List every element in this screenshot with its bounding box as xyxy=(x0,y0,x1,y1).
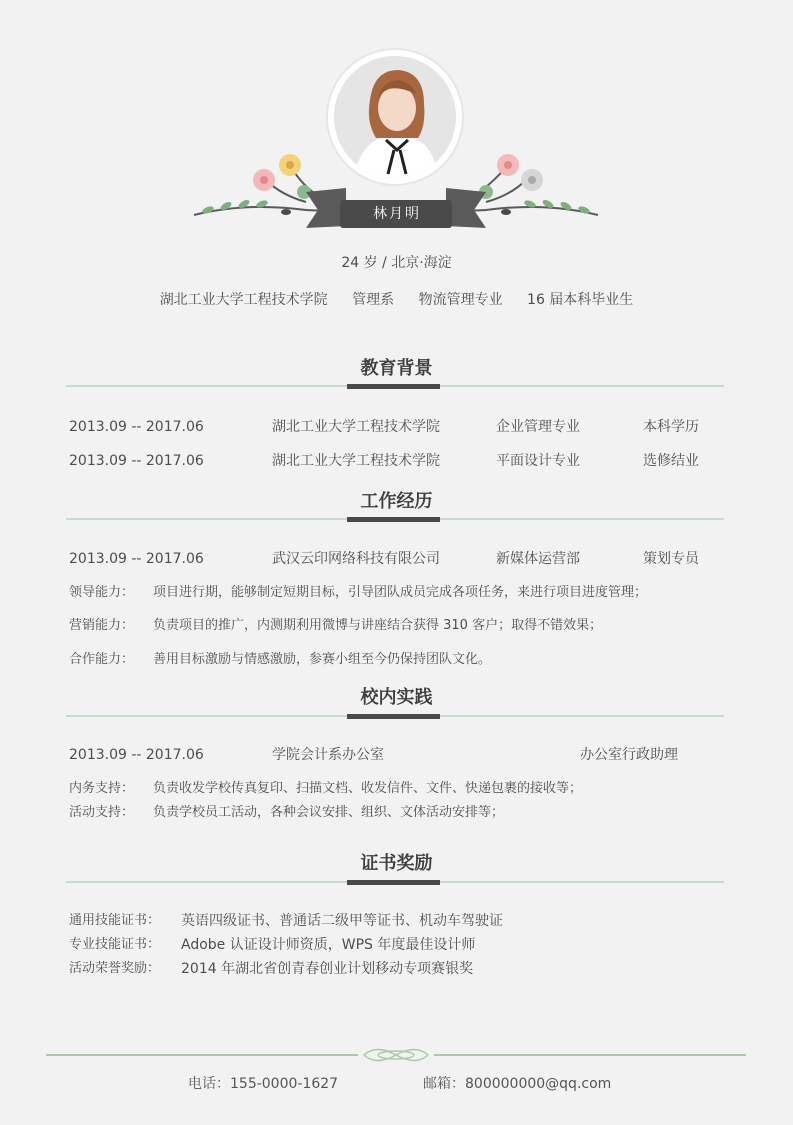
footer-ornament-divider xyxy=(46,1044,746,1066)
avatar xyxy=(328,50,462,184)
section-title-campus: 校内实践 xyxy=(360,687,433,708)
candidate-name: 林月明 xyxy=(373,206,421,222)
email-contact: 邮箱：800000000@qq.com xyxy=(423,1076,612,1092)
section-title-certificates: 证书奖励 xyxy=(360,853,433,874)
graduation: 16 届本科毕业生 xyxy=(527,292,634,308)
phone-contact: 电话：155-0000-1627 xyxy=(188,1076,339,1092)
section-accent-bar xyxy=(347,384,440,389)
school-summary xyxy=(0,289,793,309)
school-name: 湖北工业大学工程技术学院 xyxy=(159,292,328,308)
major: 物流管理专业 xyxy=(418,292,503,308)
section-accent-bar xyxy=(347,880,440,885)
section-accent-bar xyxy=(347,517,440,522)
section-title-education: 教育背景 xyxy=(360,358,433,379)
age-location: 24 岁 / 北京·海淀 xyxy=(341,255,452,271)
section-accent-bar xyxy=(347,714,440,719)
department: 管理系 xyxy=(352,292,395,308)
portrait-photo xyxy=(334,56,456,178)
section-title-work: 工作经历 xyxy=(360,491,433,512)
